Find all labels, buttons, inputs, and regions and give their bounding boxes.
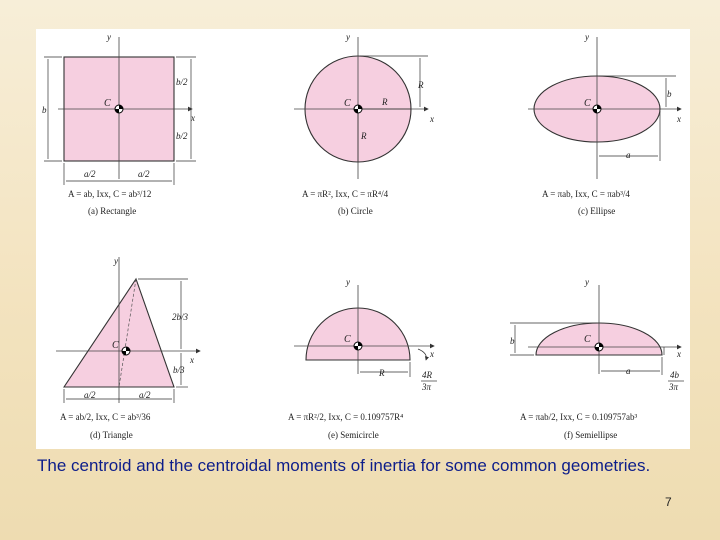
panel-ellipse	[528, 32, 681, 216]
panel-triangle	[56, 256, 200, 440]
ellipse-y-label: y	[585, 32, 589, 42]
semiellipse-offset-den: 3π	[669, 382, 679, 392]
semicircle-caption: (e) Semicircle	[328, 430, 379, 440]
ellipse-caption: (c) Ellipse	[578, 206, 616, 216]
semicircle-offset-den: 3π	[422, 382, 432, 392]
semiellipse-formula: A = πab/2, Ixx, C = 0.109757ab³	[520, 412, 638, 422]
triangle-centroid-label: C	[112, 340, 119, 351]
panel-circle	[294, 32, 434, 216]
semiellipse-caption: (f) Semiellipse	[564, 430, 618, 440]
ellipse-centroid-label: C	[584, 98, 591, 109]
rectangle-x-label: x	[191, 113, 195, 123]
ellipse-x-label: x	[677, 114, 681, 124]
geometry-figure-svg	[36, 29, 690, 449]
triangle-a-half-right-label: a/2	[139, 390, 151, 400]
rectangle-a-half-right-label: a/2	[138, 169, 150, 179]
semiellipse-y-label: y	[585, 277, 589, 287]
slide-caption: The centroid and the centroidal moments of inertia for some common geometries.	[37, 456, 651, 475]
semicircle-x-label: x	[430, 349, 434, 359]
geometry-figure	[36, 29, 690, 449]
page-number: 7	[665, 495, 672, 509]
ellipse-b-label: b	[667, 89, 672, 99]
rectangle-b-half-top-label: b/2	[176, 77, 188, 87]
rectangle-formula: A = ab, Ixx, C = ab³/12	[68, 189, 152, 199]
semicircle-y-label: y	[346, 277, 350, 287]
rectangle-a-half-left-label: a/2	[84, 169, 96, 179]
circle-y-label: y	[346, 32, 350, 42]
triangle-a-half-left-label: a/2	[84, 390, 96, 400]
panel-semicircle	[288, 277, 437, 440]
triangle-formula: A = ab/2, Ixx, C = ab³/36	[60, 412, 151, 422]
circle-x-label: x	[430, 114, 434, 124]
semiellipse-centroid-label: C	[584, 334, 591, 345]
rectangle-caption: (a) Rectangle	[88, 206, 137, 216]
rectangle-b-label: b	[42, 105, 47, 115]
circle-caption: (b) Circle	[338, 206, 373, 216]
ellipse-formula: A = πab, Ixx, C = πab³/4	[542, 189, 630, 199]
semicircle-formula: A = πR²/2, Ixx, C = 0.109757R⁴	[288, 412, 404, 422]
rectangle-y-label: y	[107, 32, 111, 42]
semicircle-centroid-label: C	[344, 334, 351, 345]
semiellipse-x-label: x	[677, 349, 681, 359]
panel-semiellipse	[510, 277, 684, 440]
circle-r-dim-label: R	[418, 80, 424, 90]
triangle-two-b-third-label: 2b/3	[172, 312, 189, 322]
ellipse-a-label: a	[626, 150, 631, 160]
semiellipse-offset-num: 4b	[670, 370, 679, 380]
triangle-y-label: y	[114, 256, 118, 266]
circle-r-bottom-label: R	[361, 131, 367, 141]
circle-r-right-label: R	[382, 97, 388, 107]
semiellipse-a-label: a	[626, 366, 631, 376]
circle-centroid-label: C	[344, 98, 351, 109]
rectangle-b-half-bottom-label: b/2	[176, 131, 188, 141]
rectangle-centroid-label: C	[104, 98, 111, 109]
panel-rectangle	[42, 32, 196, 216]
semicircle-r-label: R	[379, 368, 385, 378]
triangle-b-third-label: b/3	[173, 365, 185, 375]
semicircle-offset-num: 4R	[422, 370, 432, 380]
triangle-x-label: x	[190, 355, 194, 365]
triangle-caption: (d) Triangle	[90, 430, 133, 440]
circle-formula: A = πR², Ixx, C = πR⁴/4	[302, 189, 389, 199]
semiellipse-b-label: b	[510, 336, 515, 346]
